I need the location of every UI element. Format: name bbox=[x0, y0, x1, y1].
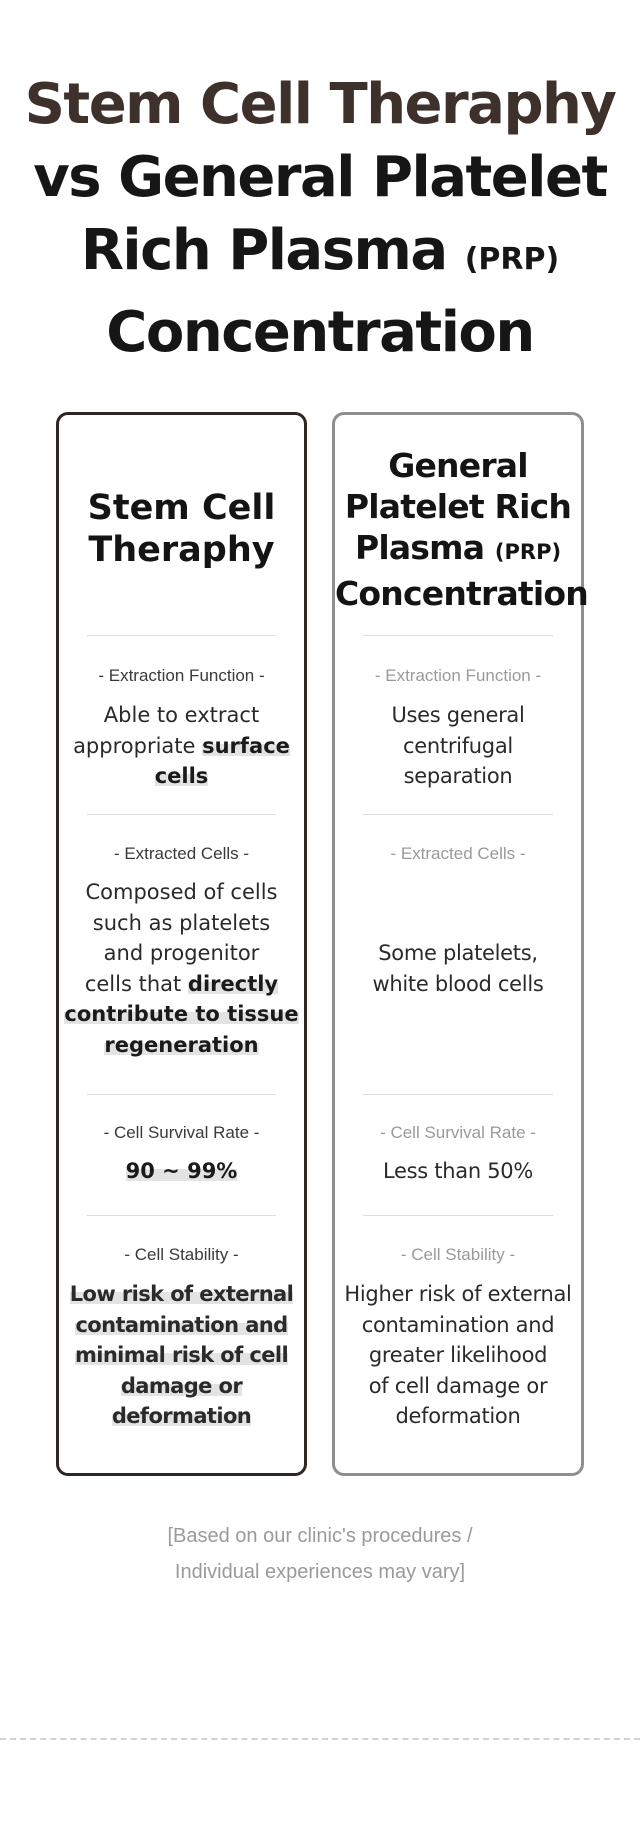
stability-line-2 bbox=[63, 1310, 300, 1341]
extraction-line-2 bbox=[63, 731, 300, 762]
footnote-line-2: Individual experiences may vary] bbox=[174, 1561, 466, 1583]
divider bbox=[363, 1215, 553, 1216]
cells-line-4 bbox=[63, 969, 300, 1000]
extraction-line-1: Uses general bbox=[391, 703, 525, 727]
stability-line-5: deformation bbox=[395, 1404, 521, 1428]
title-line-3-main: Rich Plasma bbox=[80, 218, 447, 283]
title-prp-suffix: (PRP) bbox=[464, 242, 560, 277]
cell-stability-text bbox=[63, 1279, 300, 1432]
stability-highlight-1: Low risk of external bbox=[69, 1282, 294, 1306]
divider bbox=[87, 1094, 276, 1095]
prp-title-suffix: (PRP) bbox=[494, 540, 562, 564]
stem-cell-card bbox=[56, 412, 307, 1476]
stability-highlight-4: damage or bbox=[120, 1373, 243, 1398]
extraction-line-2: centrifugal bbox=[403, 733, 513, 758]
prp-card bbox=[332, 412, 588, 1476]
stem-cell-title-line-1: Stem Cell bbox=[87, 488, 276, 528]
cells-line-1: Some platelets, bbox=[378, 941, 538, 965]
extracted-cells-label: - Extracted Cells - bbox=[113, 844, 250, 863]
extraction-highlight-2: cells bbox=[154, 764, 209, 788]
stability-line-5 bbox=[63, 1401, 300, 1432]
cell-survival-value: Less than 50% bbox=[383, 1159, 533, 1183]
cell-survival-value bbox=[63, 1156, 300, 1187]
cell-survival-label: - Cell Survival Rate - bbox=[103, 1123, 260, 1142]
cells-line-2: such as platelets bbox=[92, 910, 271, 935]
cell-stability-text bbox=[339, 1279, 577, 1432]
stem-cell-card-title bbox=[59, 487, 304, 571]
divider bbox=[363, 635, 553, 636]
stability-line-4 bbox=[63, 1371, 300, 1402]
stability-highlight-3: minimal risk of cell bbox=[74, 1343, 289, 1367]
dashed-divider bbox=[0, 1738, 640, 1740]
divider bbox=[87, 814, 276, 815]
title-line-4: Concentration bbox=[106, 300, 534, 365]
extraction-highlight: surface bbox=[202, 733, 290, 758]
title-line-1: Stem Cell Theraphy bbox=[24, 72, 616, 137]
divider bbox=[87, 1215, 276, 1216]
cell-stability-label: - Cell Stability - bbox=[124, 1245, 239, 1264]
cells-line-5 bbox=[63, 999, 300, 1030]
extraction-line-1: Able to extract bbox=[103, 703, 260, 727]
cells-line-6 bbox=[63, 1030, 300, 1061]
stability-line-3 bbox=[63, 1340, 300, 1371]
prp-card-title bbox=[335, 445, 588, 614]
prp-title-line-4: Concentration bbox=[335, 574, 588, 613]
cells-line-1: Composed of cells bbox=[85, 880, 278, 904]
extraction-function-text bbox=[339, 700, 577, 792]
extraction-function-label: - Extraction Function - bbox=[98, 666, 265, 685]
cells-highlight: directly bbox=[187, 971, 279, 996]
divider bbox=[363, 1094, 553, 1095]
extraction-function-text bbox=[63, 700, 300, 792]
cells-highlight-3: regeneration bbox=[104, 1032, 259, 1057]
cell-survival-label: - Cell Survival Rate - bbox=[380, 1123, 536, 1142]
survival-highlight: 90 ~ 99% bbox=[125, 1159, 238, 1183]
stability-line-2: contamination and bbox=[361, 1312, 555, 1337]
stability-line-3: greater likelihood bbox=[368, 1343, 548, 1367]
cells-line-4-plain: cells that bbox=[84, 971, 188, 996]
extracted-cells-text bbox=[63, 877, 300, 1060]
stability-highlight-2: contamination and bbox=[75, 1312, 288, 1337]
cell-stability-label: - Cell Stability - bbox=[400, 1245, 516, 1264]
prp-title-line-1: General bbox=[388, 446, 528, 485]
stem-cell-title-line-2: Theraphy bbox=[88, 530, 275, 570]
extraction-line-3 bbox=[63, 761, 300, 792]
stability-highlight-5: deformation bbox=[111, 1404, 252, 1428]
footnote-line-1: [Based on our clinic's procedures / bbox=[167, 1525, 473, 1547]
page-title bbox=[0, 68, 640, 369]
cells-highlight-2: contribute to tissue bbox=[64, 1002, 299, 1026]
prp-title-line-2: Platelet Rich bbox=[344, 487, 572, 526]
divider bbox=[87, 635, 276, 636]
extracted-cells-label: - Extracted Cells - bbox=[390, 844, 526, 863]
stability-line-1: Higher risk of external bbox=[344, 1282, 572, 1306]
title-line-2: vs General Platelet bbox=[33, 145, 607, 210]
cells-line-2: white blood cells bbox=[372, 971, 544, 996]
prp-title-line-3-main: Plasma bbox=[354, 528, 485, 567]
extraction-line-2-plain: appropriate bbox=[73, 733, 203, 758]
cells-line-3: and progenitor bbox=[103, 941, 260, 965]
divider bbox=[363, 814, 553, 815]
prp-title-line-3 bbox=[335, 527, 581, 573]
extraction-function-label: - Extraction Function - bbox=[374, 666, 542, 685]
extracted-cells-text bbox=[339, 938, 577, 999]
extraction-line-3: separation bbox=[403, 764, 513, 788]
stability-line-1 bbox=[63, 1279, 300, 1310]
stability-line-4: of cell damage or bbox=[368, 1373, 548, 1398]
title-line-3 bbox=[0, 214, 640, 296]
